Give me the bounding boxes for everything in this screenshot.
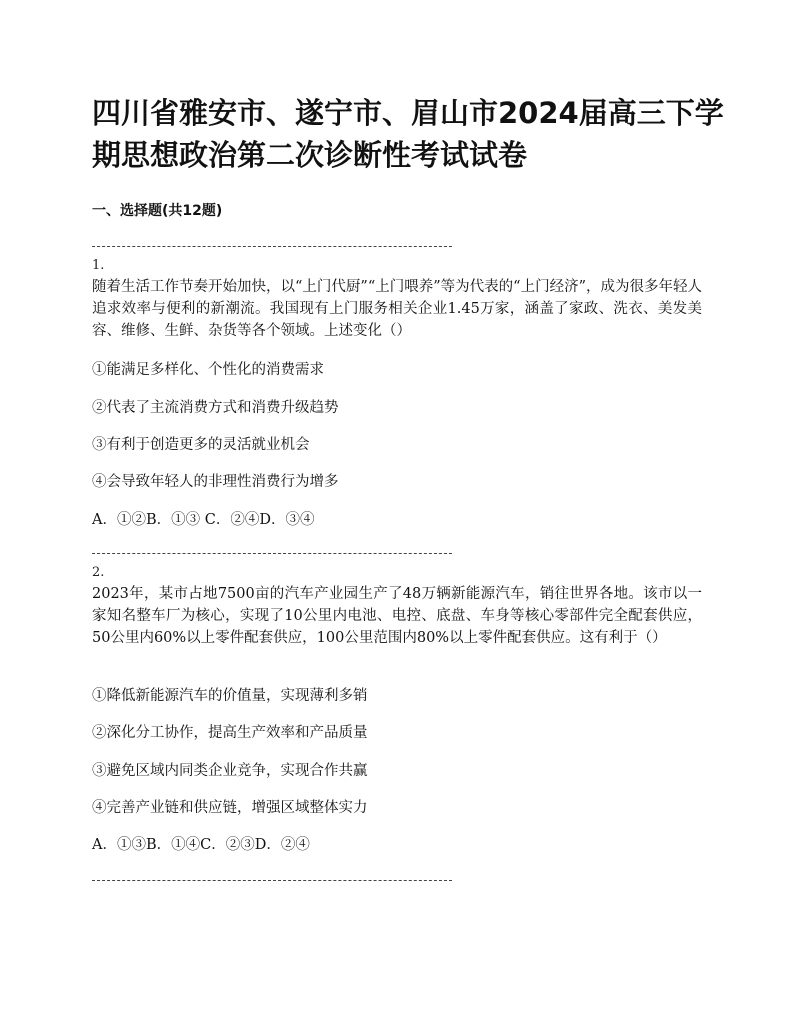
question-option: ③避免区域内同类企业竞争，实现合作共赢 [92,763,368,779]
question-option: ④会导致年轻人的非理性消费行为增多 [92,474,339,490]
question-stem: 2023年，某市占地7500亩的汽车产业园生产了48万辆新能源汽车，销往世界各地。该市以一家知名整车厂为核心，实现了10公里内电池、电控、底盘、车身等核心零部件完全配套供应，50公里内60%以上零件配套供应，100公里范围内80%以上零件配套供应。这有利于（） [92,586,702,646]
question-option: ②深化分工协作，提高生产效率和产品质量 [92,725,368,741]
question-number: 1. [92,258,105,273]
question-option: ④完善产业链和供应链，增强区域整体实力 [92,800,368,816]
divider [92,880,452,881]
question-number: 2. [92,565,105,580]
question-option: ①降低新能源汽车的价值量，实现薄利多销 [92,688,368,704]
answer-choices: A．①③B．①④C．②③D．②④ [92,837,310,853]
answer-choices: A．①②B．①③ C．②④D．③④ [92,512,315,528]
question-option: ②代表了主流消费方式和消费升级趋势 [92,400,339,416]
question-option: ③有利于创造更多的灵活就业机会 [92,437,310,453]
section-heading: 一、选择题(共12题) [92,203,223,219]
question-stem: 随着生活工作节奏开始加快，以“上门代厨”“上门喂养”等为代表的“上门经济”，成为很多年轻人追求效率与便利的新潮流。我国现有上门服务相关企业1.45万家，涵盖了家政、洗衣、美发美容、维修、生鲜、杂货等各个领域。上述变化（） [92,279,702,339]
document-title: 四川省雅安市、遂宁市、眉山市2024届高三下学期思想政治第二次诊断性考试试卷 [92,96,724,172]
divider [92,553,452,554]
question-option: ①能满足多样化、个性化的消费需求 [92,362,324,378]
divider [92,246,452,247]
